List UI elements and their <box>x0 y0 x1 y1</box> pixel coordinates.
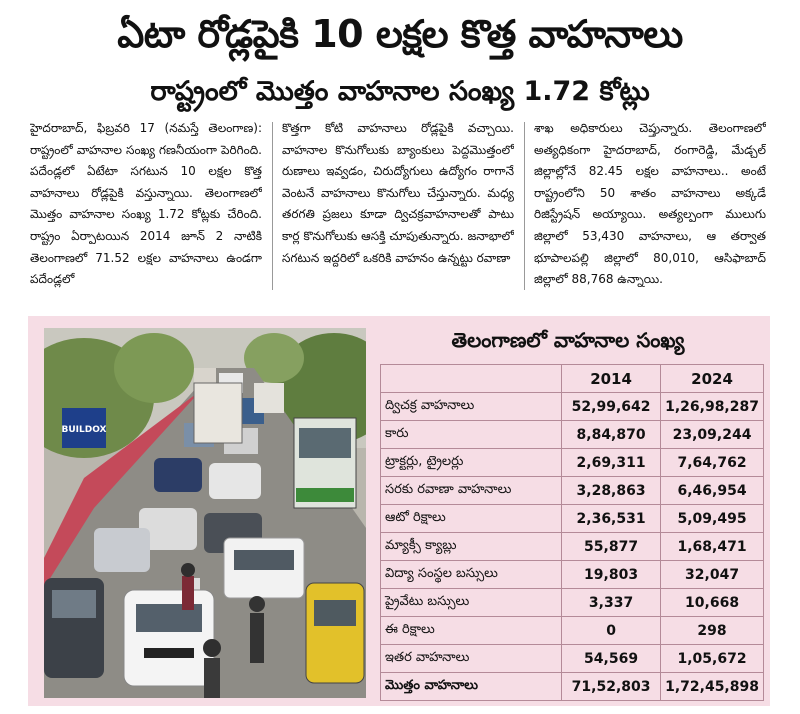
stats-panel <box>28 316 770 706</box>
header-category <box>381 365 562 393</box>
row-label: ద్విచక్ర వాహనాలు <box>381 393 562 421</box>
value-2014: 54,569 <box>562 645 661 673</box>
row-label: మ్యాక్సీ క్యాబ్లు <box>381 533 562 561</box>
article-column-1: హైదరాబాద్, ఫిబ్రవరి 17 (నమస్తే తెలంగాణ): రాష్ట్రంలో వాహనాల సంఖ్య గణనీయంగా పెరిగింది. పదేండ్లలో ఏటేటా సగటున 10 లక్షల కొత్త వాహనాలు రోడ్లపైకి వస్తున్నాయి. తెలంగాణలో మొత్తం వాహనాల సంఖ్య 1.72 కోట్లకు చేరింది. రాష్ట్రం ఏర్పాటయిన 2014 జూన్ 2 నాటికి తెలంగాణలో 71.52 లక్షల వాహనాలు ఉండగా పదేండ్లలో <box>30 121 262 287</box>
column-divider <box>524 122 525 290</box>
table-total-row <box>381 673 764 701</box>
table-row <box>381 645 764 673</box>
article-body <box>30 118 770 298</box>
value-2014: 52,99,642 <box>562 393 661 421</box>
value-2014: 55,877 <box>562 533 661 561</box>
value-2014: 8,84,870 <box>562 421 661 449</box>
article-column-3: శాఖ అధికారులు చెప్తున్నారు. తెలంగాణలో అత్యధికంగా హైదరాబాద్, రంగారెడ్డి, మేడ్చల్ జిల్లాల్లోనే 82.45 లక్షల వాహనాలు.. అంటే రాష్ట్రంలోని 50 శాతం వాహనాలు అక్కడే రిజిస్ట్రేషన్ అయ్యాయి. అత్యల్పంగా ములుగు జిల్లాలో 53,430 వాహనాలు, ఆ తర్వాత భూపాలపల్లి జిల్లాలో 80,010, ఆసిఫాబాద్ జిల్లాలో 88,768 ఉన్నాయి. <box>534 121 766 287</box>
table-row <box>381 561 764 589</box>
table-row <box>381 589 764 617</box>
row-label: ట్రాక్టర్లు, ట్రైలర్లు <box>381 449 562 477</box>
row-label: ఆటో రిక్షాలు <box>381 505 562 533</box>
article-column-2: కొత్తగా కోటి వాహనాలు రోడ్లపైకి వచ్చాయి. వాహనాల కొనుగోలుకు బ్యాంకులు పెద్దమొత్తంలో రుణాలు ఇవ్వడం, చిరుద్యోగులు ఉద్యోగం రాగానే వెంటనే వాహనాలు కొనుగోలు చేస్తున్నారు. మధ్య తరగతి ప్రజలు కూడా ద్విచక్రవాహనాలతో పాటు కార్ల కొనుగోలుకు ఆసక్తి చూపుతున్నారు. జనాభాలో సగటున ఇద్దరిలో ఒకరికి వాహనం ఉన్నట్టు రవాణా <box>282 121 514 265</box>
table-header-row <box>381 365 764 393</box>
table-row <box>381 533 764 561</box>
value-2024: 32,047 <box>661 561 764 589</box>
value-2024: 298 <box>661 617 764 645</box>
header-2024: 2024 <box>661 365 764 393</box>
row-label: విద్యా సంస్థల బస్సులు <box>381 561 562 589</box>
table-title: తెలంగాణలో వాహనాల సంఖ్య <box>451 328 685 352</box>
value-2024: 23,09,244 <box>661 421 764 449</box>
value-2024: 1,68,471 <box>661 533 764 561</box>
table-row <box>381 393 764 421</box>
table-row <box>381 449 764 477</box>
value-2024: 1,05,672 <box>661 645 764 673</box>
value-2014: 2,69,311 <box>562 449 661 477</box>
value-2014: 0 <box>562 617 661 645</box>
value-2024: 1,72,45,898 <box>661 673 764 701</box>
row-label: ఈ రిక్షాలు <box>381 617 562 645</box>
subheadline: రాష్ట్రంలో మొత్తం వాహనాల సంఖ్య 1.72 కోట్లు <box>150 76 650 107</box>
vehicle-count-table <box>380 364 764 701</box>
value-2014: 3,337 <box>562 589 661 617</box>
table-row <box>381 505 764 533</box>
row-label: ఇతర వాహనాలు <box>381 645 562 673</box>
value-2024: 1,26,98,287 <box>661 393 764 421</box>
row-label: మొత్తం వాహనాలు <box>381 673 562 701</box>
value-2024: 6,46,954 <box>661 477 764 505</box>
table-row <box>381 477 764 505</box>
value-2024: 5,09,495 <box>661 505 764 533</box>
table-row <box>381 617 764 645</box>
table-row <box>381 421 764 449</box>
shop-sign-text: BUILDOX <box>61 425 107 435</box>
value-2024: 10,668 <box>661 589 764 617</box>
row-label: కారు <box>381 421 562 449</box>
row-label: ప్రైవేటు బస్సులు <box>381 589 562 617</box>
row-label: సరకు రవాణా వాహనాలు <box>381 477 562 505</box>
value-2024: 7,64,762 <box>661 449 764 477</box>
value-2014: 3,28,863 <box>562 477 661 505</box>
value-2014: 71,52,803 <box>562 673 661 701</box>
traffic-photo <box>44 328 366 698</box>
headline: ఏటా రోడ్లపైకి 10 లక్షల కొత్త వాహనాలు <box>117 12 683 56</box>
column-divider <box>272 122 273 290</box>
value-2014: 19,803 <box>562 561 661 589</box>
header-2014: 2014 <box>562 365 661 393</box>
value-2014: 2,36,531 <box>562 505 661 533</box>
